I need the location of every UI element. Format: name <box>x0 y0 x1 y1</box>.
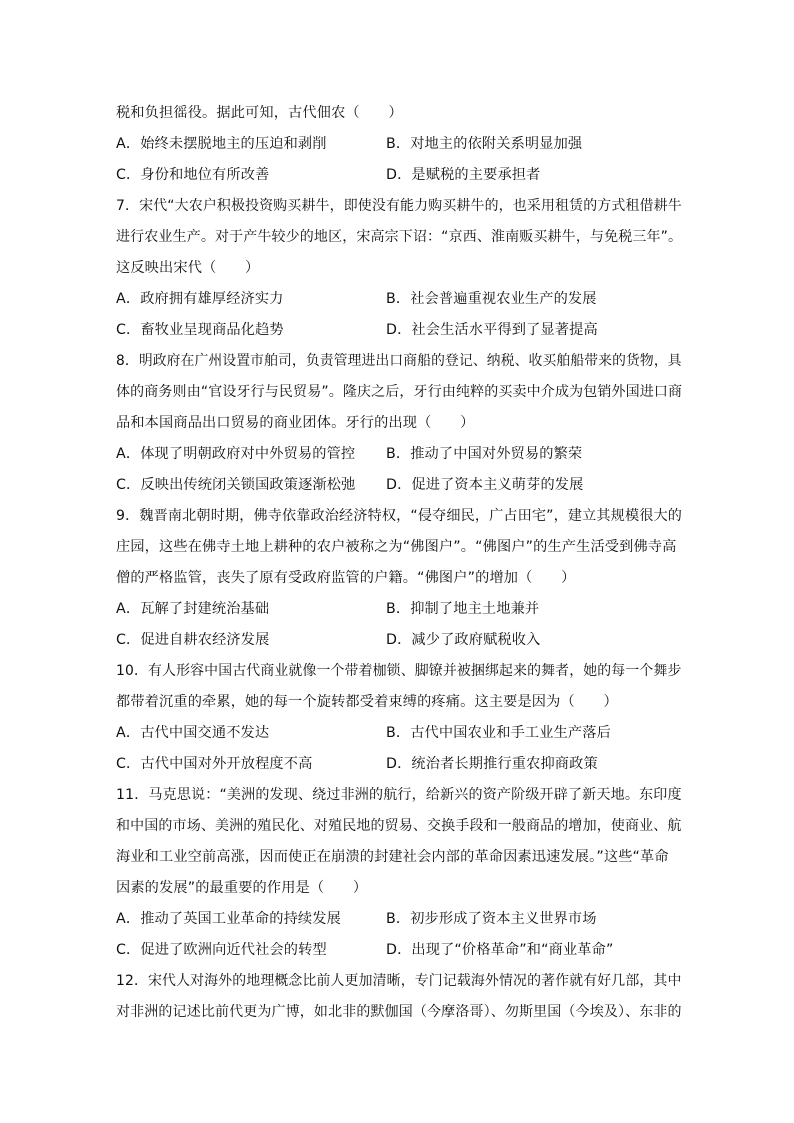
q8-option-b: B．推动了中国对外贸易的繁荣 <box>386 446 583 462</box>
q11-stem-line-3: 海业和工业空前高涨，因而使正在崩溃的封建社会内部的革命因素迅速发展。”这些“革命 <box>116 849 669 865</box>
q8-stem-line-2: 体的商务则由“官设牙行与民贸易”。隆庆之后，牙行由纯粹的买卖中介成为包销外国进口商 <box>116 384 683 400</box>
q10-option-c: C．古代中国对外开放程度不高 <box>116 756 313 772</box>
q11-option-d: D．出现了“价格革命”和“商业革命” <box>386 942 614 958</box>
q8-stem-line-1: 8．明政府在广州设置市舶司，负责管理进出口商船的登记、纳税、收买舶船带来的货物，具 <box>116 353 682 369</box>
q7-option-d: D．社会生活水平得到了显著提高 <box>386 322 598 338</box>
q6-option-c: C．身份和地位有所改善 <box>116 167 270 183</box>
q11-stem-line-4: 因素的发展”的最重要的作用是（ ） <box>116 880 368 896</box>
q8-option-c: C．反映出传统闭关锁国政策逐渐松弛 <box>116 477 356 493</box>
question-6-stem-tail: 税和负担徭役。据此可知，古代佃农（ ） <box>116 105 403 121</box>
q12-stem-line-1: 12．宋代人对海外的地理概念比前人更加清晰，专门记载海外情况的著作就有好几部，其中 <box>116 973 682 989</box>
q7-option-a: A．政府拥有雄厚经济实力 <box>116 291 284 307</box>
q6-option-b: B．对地主的依附关系明显加强 <box>386 136 583 152</box>
q7-stem-line-3: 这反映出宋代（ ） <box>116 260 260 276</box>
q8-option-a: A．体现了明朝政府对中外贸易的管控 <box>116 446 356 462</box>
q7-option-c: C．畜牧业呈现商品化趋势 <box>116 322 284 338</box>
q9-option-d: D．减少了政府赋税收入 <box>386 632 541 648</box>
q11-option-a: A．推动了英国工业革命的持续发展 <box>116 911 341 927</box>
q8-stem-line-3: 品和本国商品出口贸易的商业团体。牙行的出现（ ） <box>116 415 475 431</box>
q10-option-b: B．古代中国农业和手工业生产落后 <box>386 725 611 741</box>
q11-stem-line-1: 11．马克思说：“美洲的发现、绕过非洲的航行，给新兴的资产阶级开辟了新天地。东印度 <box>116 787 682 803</box>
q7-stem-line-2: 进行农业生产。对于产牛较少的地区，宋高宗下诏：“京西、淮南贩买耕牛，与免税三年”。 <box>116 229 683 245</box>
q9-option-a: A．瓦解了封建统治基础 <box>116 601 270 617</box>
q9-stem-line-3: 僧的严格监管，丧失了原有受政府监管的户籍。“佛图户”的增加（ ） <box>116 570 576 586</box>
q11-option-c: C．促进了欧洲向近代社会的转型 <box>116 942 327 958</box>
q10-stem-line-1: 10．有人形容中国古代商业就像一个带着枷锁、脚镣并被捆绑起来的舞者，她的每一个舞步 <box>116 663 682 679</box>
q9-option-b: B．抑制了地主土地兼并 <box>386 601 540 617</box>
q10-option-a: A．古代中国交通不发达 <box>116 725 270 741</box>
q11-option-b: B．初步形成了资本主义世界市场 <box>386 911 597 927</box>
q9-stem-line-1: 9．魏晋南北朝时期，佛寺依靠政治经济特权，“侵夺细民，广占田宅”，建立其规模很大的 <box>116 508 682 524</box>
q6-option-a: A．始终未摆脱地主的压迫和剥削 <box>116 136 327 152</box>
q9-stem-line-2: 庄园，这些在佛寺土地上耕种的农户被称之为“佛图户”。“佛图户”的生产生活受到佛寺高 <box>116 539 677 555</box>
q10-stem-line-2: 都带着沉重的牵累，她的每一个旋转都受着束缚的疼痛。这主要是因为（ ） <box>116 694 618 710</box>
q7-stem-line-1: 7．宋代“大农户积极投资购买耕牛，即使没有能力购买耕牛的，也采用租赁的方式租借耕牛 <box>116 198 682 214</box>
q7-option-b: B．社会普遍重视农业生产的发展 <box>386 291 597 307</box>
q12-stem-line-2: 对非洲的记述比前代更为广博，如北非的默伽国（今摩洛哥）、勿斯里国（今埃及）、东非的 <box>116 1004 682 1020</box>
q11-stem-line-2: 和中国的市场、美洲的殖民化、对殖民地的贸易、交换手段和一般商品的增加，使商业、航 <box>116 818 682 834</box>
q10-option-d: D．统治者长期推行重农抑商政策 <box>386 756 598 772</box>
q6-option-d: D．是赋税的主要承担者 <box>386 167 541 183</box>
q8-option-d: D．促进了资本主义萌芽的发展 <box>386 477 584 493</box>
q9-option-c: C．促进自耕农经济发展 <box>116 632 270 648</box>
